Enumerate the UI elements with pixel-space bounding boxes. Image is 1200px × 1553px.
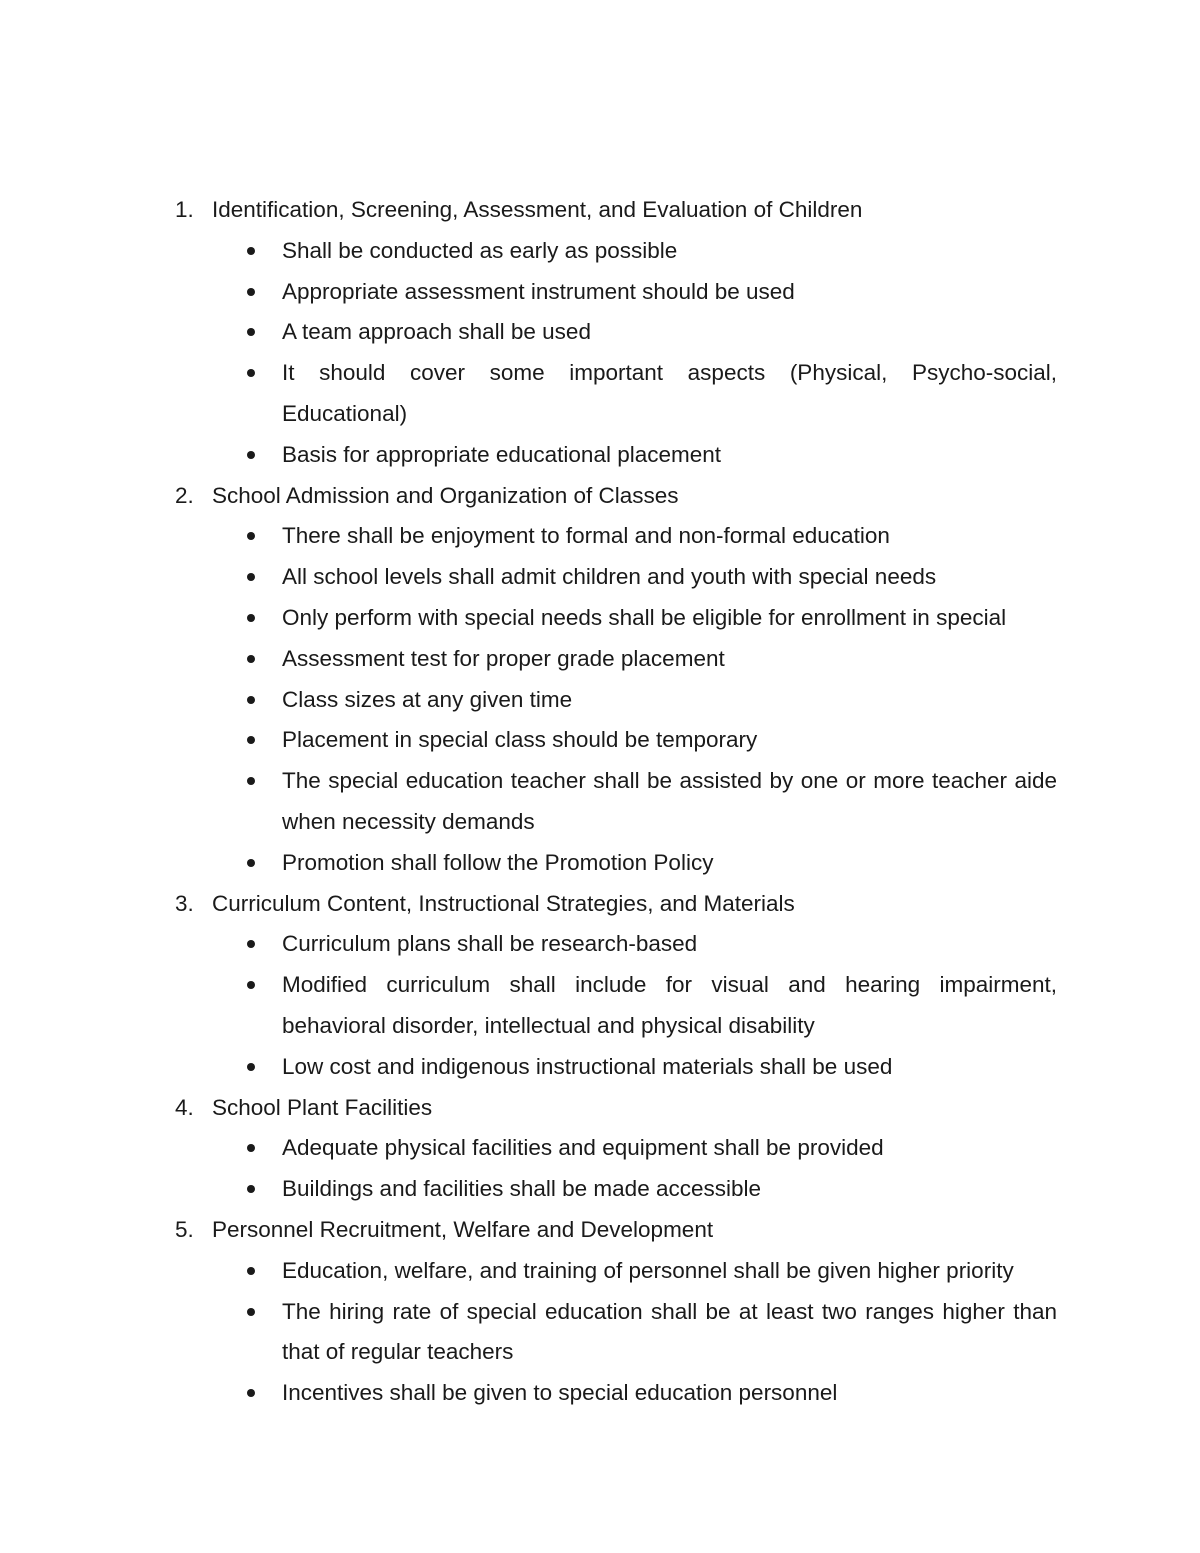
list-item-text: Only perform with special needs shall be eligible for enrollment in special	[282, 604, 1007, 630]
section-title: Identification, Screening, Assessment, and Evaluation of Children	[212, 197, 863, 222]
list-item	[0, 516, 1200, 557]
list-item-text: A team approach shall be used	[282, 319, 591, 345]
bullet-icon	[247, 736, 255, 744]
list-item-text: Low cost and indigenous instructional materials shall be used	[282, 1053, 893, 1079]
list-item-text: Promotion shall follow the Promotion Policy	[282, 849, 714, 875]
section-5	[0, 1210, 1200, 1414]
bullet-icon	[247, 573, 255, 581]
list-item-text: The hiring rate of special education shall be at least two ranges higher than that of regular teachers	[282, 1298, 1057, 1365]
list-item-text: Modified curriculum shall include for visual and hearing impairment, behavioral disorder, intellectual and physical disability	[282, 972, 1057, 1038]
list-item	[0, 924, 1200, 965]
list-item	[0, 1251, 1200, 1292]
section-title: Personnel Recruitment, Welfare and Development	[212, 1216, 714, 1242]
list-item	[0, 639, 1200, 680]
bullet-icon	[247, 1267, 255, 1275]
bullet-icon	[247, 777, 255, 785]
bullet-icon	[247, 614, 255, 622]
list-item	[0, 1047, 1200, 1088]
list-item	[0, 761, 1200, 843]
section-4	[0, 1088, 1200, 1210]
list-item-text: It should cover some important aspects (Physical, Psycho-social, Educational)	[282, 360, 1057, 426]
bullet-icon	[247, 655, 255, 663]
section-number: 2.	[175, 482, 194, 508]
bullet-icon	[247, 1308, 255, 1316]
list-item	[0, 1292, 1200, 1374]
list-item	[0, 720, 1200, 761]
bullet-icon	[247, 859, 255, 867]
section-1	[0, 190, 1200, 476]
bullet-icon	[247, 1063, 255, 1071]
list-item-text: All school levels shall admit children and youth with special needs	[282, 564, 937, 590]
bullet-icon	[247, 532, 255, 540]
list-item	[0, 965, 1200, 1047]
section-title: School Plant Facilities	[212, 1094, 433, 1120]
bullet-icon	[247, 1185, 255, 1193]
list-item	[0, 1169, 1200, 1210]
section-number: 5.	[175, 1216, 194, 1242]
bullet-icon	[247, 981, 255, 989]
list-item-text: The special education teacher shall be assisted by one or more teacher aide when necessity demands	[282, 768, 1057, 834]
list-item-text: Shall be conducted as early as possible	[282, 237, 678, 263]
bullet-icon	[247, 1144, 255, 1152]
list-item-text: Buildings and facilities shall be made accessible	[282, 1176, 762, 1202]
list-item-text: Appropriate assessment instrument should be used	[282, 278, 795, 304]
bullet-icon	[247, 328, 255, 336]
document-body	[0, 190, 1200, 1414]
section-number: 3.	[175, 890, 194, 916]
section-2	[0, 476, 1200, 884]
list-item-text: Basis for appropriate educational placement	[282, 441, 722, 467]
list-item	[0, 312, 1200, 353]
list-item-text: There shall be enjoyment to formal and non-formal education	[282, 523, 890, 549]
bullet-icon	[247, 696, 255, 704]
list-item-text: Placement in special class should be temporary	[282, 727, 758, 753]
section-heading	[0, 476, 1200, 517]
list-item	[0, 272, 1200, 313]
list-item	[0, 598, 1200, 639]
section-number: 4.	[175, 1094, 194, 1120]
section-number: 1.	[175, 197, 194, 222]
list-item-text: Adequate physical facilities and equipment shall be provided	[282, 1135, 884, 1161]
list-item	[0, 557, 1200, 598]
list-item	[0, 231, 1200, 272]
section-heading	[0, 884, 1200, 925]
list-item-text: Incentives shall be given to special education personnel	[282, 1380, 838, 1406]
bullet-icon	[247, 451, 255, 459]
list-item-text: Curriculum plans shall be research-based	[282, 931, 698, 957]
section-heading	[0, 1210, 1200, 1251]
section-title: School Admission and Organization of Classes	[212, 482, 679, 508]
list-item	[0, 353, 1200, 435]
list-item	[0, 1373, 1200, 1414]
section-3	[0, 884, 1200, 1088]
section-title: Curriculum Content, Instructional Strategies, and Materials	[212, 890, 795, 916]
list-item-text: Class sizes at any given time	[282, 686, 573, 712]
list-item	[0, 435, 1200, 476]
section-heading	[0, 1088, 1200, 1129]
list-item-text: Education, welfare, and training of personnel shall be given higher priority	[282, 1257, 1014, 1283]
bullet-icon	[247, 369, 255, 377]
list-item	[0, 1128, 1200, 1169]
list-item	[0, 680, 1200, 721]
section-heading	[0, 190, 1200, 231]
bullet-icon	[247, 288, 255, 296]
bullet-icon	[247, 247, 255, 255]
bullet-icon	[247, 1389, 255, 1397]
list-item	[0, 843, 1200, 884]
list-item-text: Assessment test for proper grade placement	[282, 645, 725, 671]
bullet-icon	[247, 940, 255, 948]
